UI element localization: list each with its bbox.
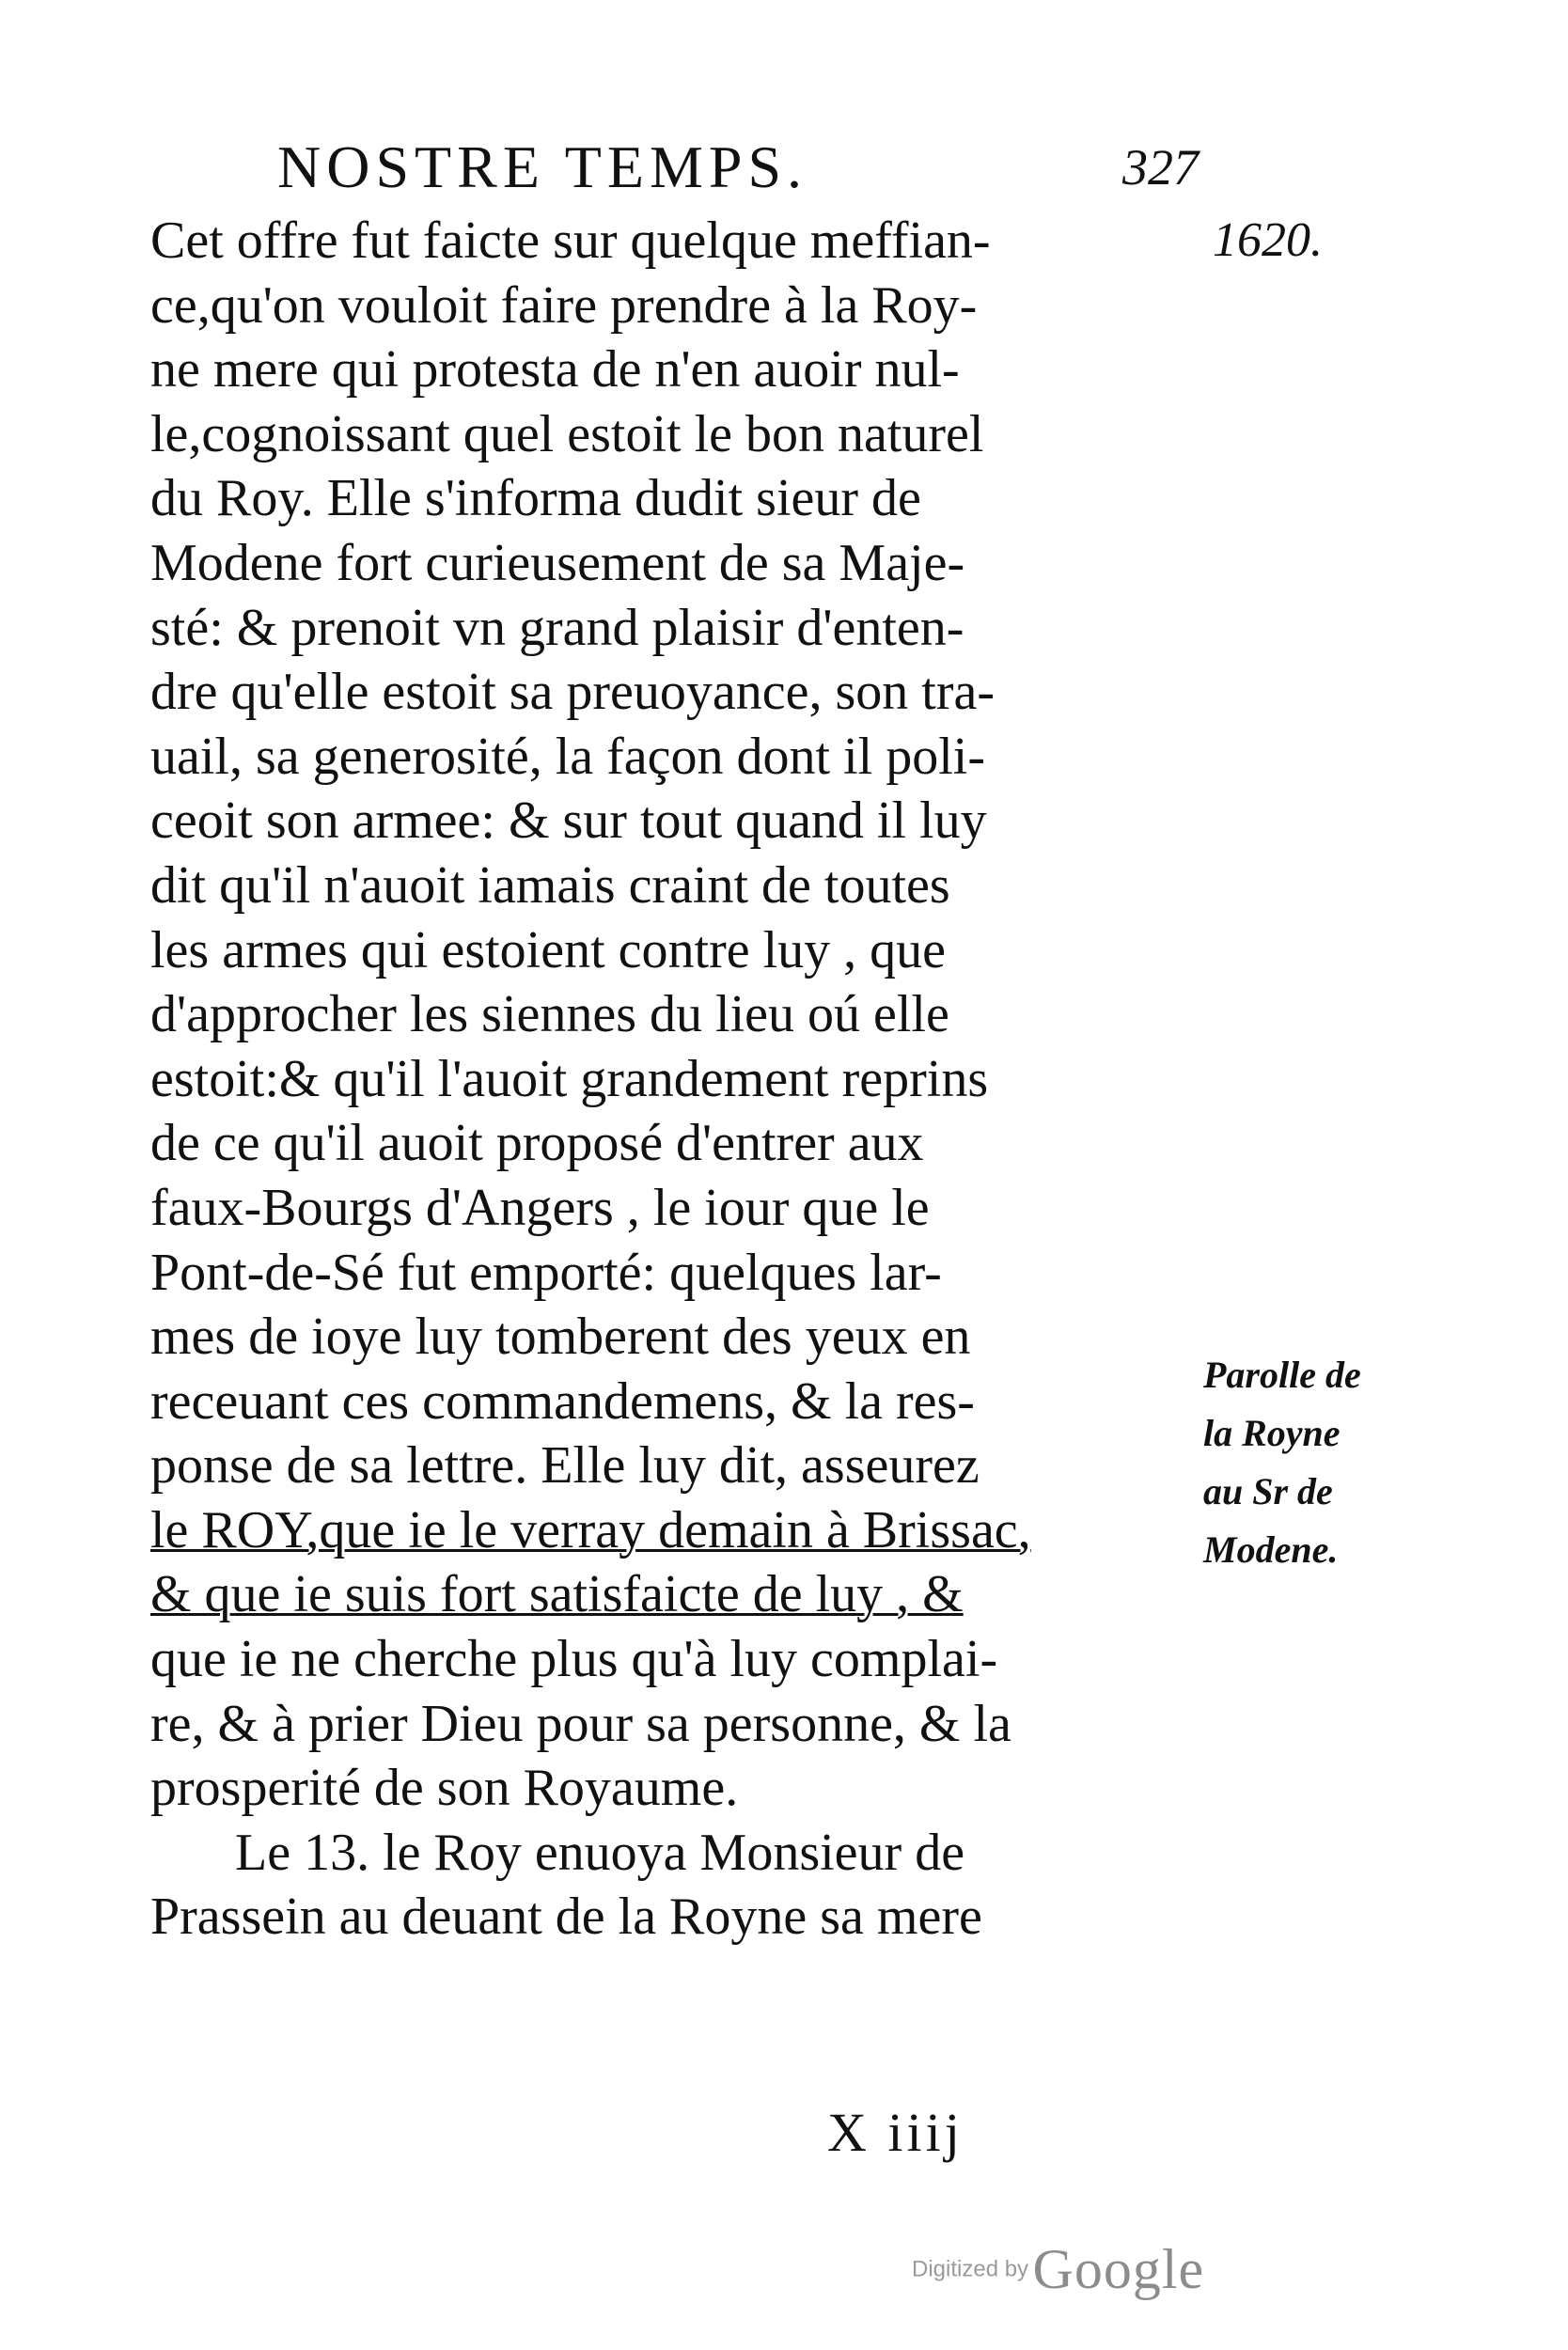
text-line: dre qu'elle estoit sa preuoyance, son tra- — [150, 663, 995, 722]
text-line: prosperité de son Royaume. — [150, 1759, 739, 1818]
text-line: dit qu'il n'auoit iamais craint de toutes — [150, 855, 950, 915]
text-line: ponse de sa lettre. Elle luy dit, asseurez — [150, 1436, 980, 1496]
watermark-prefix: Digitized by — [912, 2256, 1029, 2282]
margin-note-line: au Sr de — [1203, 1470, 1333, 1512]
text-line: sté: & prenoit vn grand plaisir d'enten- — [150, 598, 964, 657]
text-line: re, & à prier Dieu pour sa personne, & la — [150, 1694, 1011, 1753]
margin-year: 1620. — [1213, 213, 1323, 267]
margin-note-line: la Royne — [1203, 1412, 1341, 1454]
signature-mark: X iiij — [827, 2102, 964, 2163]
text-line: estoit:& qu'il l'auoit grandement reprins — [150, 1049, 989, 1108]
text-line: mes de ioye luy tomberent des yeux en — [150, 1308, 971, 1367]
margin-note-line: Modene. — [1203, 1528, 1339, 1571]
text-line: ne mere qui protesta de n'en auoir nul- — [150, 340, 960, 400]
page-header — [277, 130, 1199, 205]
running-title: NOSTRE TEMPS. — [277, 133, 808, 200]
body-text — [150, 209, 1213, 1950]
text-line: receuant ces commandemens, & la res- — [150, 1371, 975, 1431]
margin-note-line: Parolle de — [1203, 1354, 1361, 1396]
text-line: Pont-de-Sé fut emporté: quelques lar- — [150, 1243, 942, 1302]
text-line: Modene fort curieusement de sa Maje- — [150, 533, 965, 592]
text-line: ceoit son armee: & sur tout quand il luy — [150, 791, 987, 851]
text-line: d'approcher les siennes du lieu oú elle — [150, 985, 949, 1044]
text-line: faux-Bourgs d'Angers , le iour que le — [150, 1178, 930, 1237]
text-line: que ie ne cherche plus qu'à luy complai- — [150, 1630, 998, 1689]
text-line-underlined: le ROY,que ie le verray demain à Brissac, — [150, 1500, 1031, 1559]
text-line: le,cognoissant quel estoit le bon naturel — [150, 404, 984, 463]
text-line: du Roy. Elle s'informa dudit sieur de — [150, 469, 921, 528]
digitized-watermark — [912, 2237, 1204, 2302]
page-number: 327 — [1122, 139, 1199, 196]
text-line-underlined: & que ie suis fort satisfaicte de luy , & — [150, 1565, 964, 1624]
margin-note — [1203, 1346, 1419, 1579]
google-logo: Google — [1032, 2238, 1205, 2300]
text-line: Le 13. le Roy enuoya Monsieur de — [235, 1823, 965, 1882]
text-line: uail, sa generosité, la façon dont il poli- — [150, 727, 985, 786]
text-line: Cet offre fut faicte sur quelque meffian- — [150, 212, 991, 270]
text-line: ce,qu'on vouloit faire prendre à la Roy- — [150, 275, 978, 335]
text-line: les armes qui estoient contre luy , que — [150, 920, 946, 979]
text-line: Prassein au deuant de la Royne sa mere — [150, 1888, 982, 1947]
text-line: de ce qu'il auoit proposé d'entrer aux — [150, 1114, 924, 1173]
